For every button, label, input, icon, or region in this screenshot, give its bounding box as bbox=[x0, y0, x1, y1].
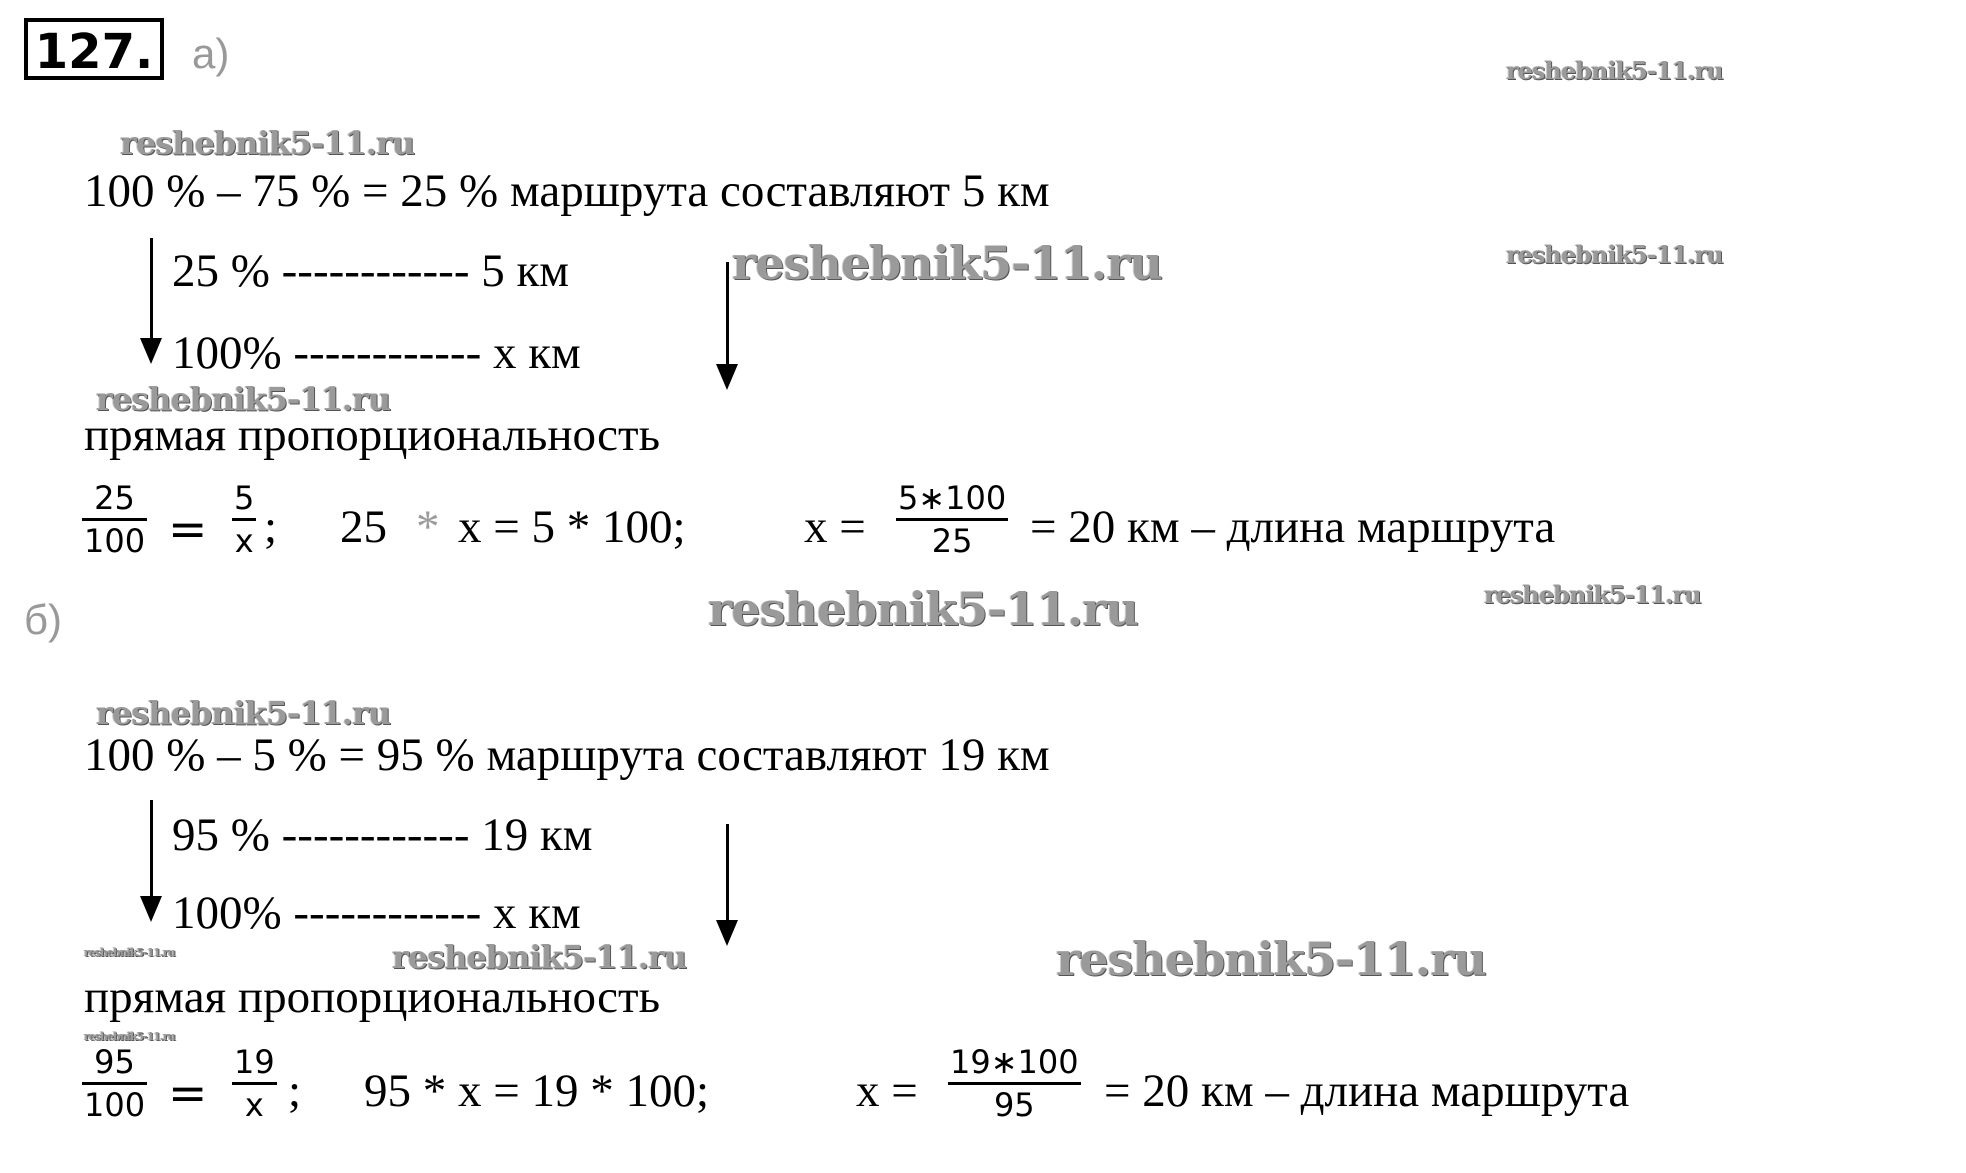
part-b-fraction-left bbox=[82, 1043, 147, 1124]
part-b-line1: 100 % – 5 % = 95 % маршрута составляют 19 км bbox=[84, 729, 1050, 781]
part-b-fraction-left-den: 100 bbox=[84, 1086, 146, 1124]
part-a-label: а) bbox=[192, 30, 230, 77]
part-b-row1: 95 % ------------ 19 км bbox=[172, 809, 593, 861]
part-a-product-left: 25 bbox=[340, 501, 387, 553]
part-b-x-equals: х = bbox=[856, 1065, 918, 1117]
part-a-fraction-right-num: 5 bbox=[234, 479, 255, 517]
problem-number-box bbox=[24, 18, 164, 80]
watermark: reshebnik5-11.ru bbox=[96, 380, 391, 418]
watermark: reshebnik5-11.ru bbox=[120, 124, 415, 162]
part-b-right-arrow-icon bbox=[716, 920, 738, 946]
part-b-fraction-right bbox=[232, 1043, 277, 1124]
part-b-result: = 20 км – длина маршрута bbox=[1104, 1065, 1630, 1117]
part-b-row2: 100% ------------ х км bbox=[172, 887, 581, 939]
part-b-left-arrow-line bbox=[150, 800, 153, 898]
watermark: reshebnik5-11.ru bbox=[1506, 56, 1723, 85]
part-a-semicolon: ; bbox=[264, 501, 278, 553]
part-b-equals: = bbox=[168, 1066, 208, 1121]
part-a-fraction-result-num: 5∗100 bbox=[898, 479, 1007, 517]
problem-number: 127. bbox=[34, 24, 154, 80]
part-b-product: 95 * х = 19 * 100; bbox=[364, 1065, 710, 1117]
part-a-relation: прямая пропорциональность bbox=[84, 409, 661, 461]
watermark: reshebnik5-11.ru bbox=[1506, 240, 1723, 269]
part-a-right-arrow-icon bbox=[716, 364, 738, 390]
part-a-product-rest: х = 5 * 100; bbox=[458, 501, 686, 553]
watermark: reshebnik5-11.ru bbox=[732, 236, 1162, 290]
part-a-fraction-left-den: 100 bbox=[84, 522, 146, 560]
part-a-fraction-right bbox=[232, 479, 256, 560]
part-a-row2: 100% ------------ х км bbox=[172, 327, 581, 379]
part-a-left-arrow-icon bbox=[140, 338, 162, 364]
part-b-semicolon: ; bbox=[288, 1065, 302, 1117]
part-b-fraction-right-num: 19 bbox=[234, 1043, 275, 1081]
part-a-fraction-result bbox=[896, 479, 1008, 560]
part-a-fraction-left bbox=[82, 479, 147, 560]
part-a-line1: 100 % – 75 % = 25 % маршрута составляют 5 км bbox=[84, 165, 1050, 217]
part-b-label: б) bbox=[24, 596, 63, 643]
part-a-x-equals: х = bbox=[804, 501, 866, 553]
part-b-fraction-right-den: х bbox=[244, 1086, 264, 1124]
part-b-right-arrow-line bbox=[726, 824, 729, 922]
part-a-equals: = bbox=[168, 502, 208, 557]
watermark: reshebnik5-11.ru bbox=[84, 946, 175, 959]
watermark: reshebnik5-11.ru bbox=[708, 582, 1138, 636]
part-a-result: = 20 км – длина маршрута bbox=[1030, 501, 1556, 553]
part-a-product-star: * bbox=[416, 501, 440, 553]
watermark: reshebnik5-11.ru bbox=[1484, 580, 1701, 609]
watermark: reshebnik5-11.ru bbox=[96, 694, 391, 732]
part-a-row1: 25 % ------------ 5 км bbox=[172, 245, 570, 297]
part-b-left-arrow-icon bbox=[140, 896, 162, 922]
watermark: reshebnik5-11.ru bbox=[392, 938, 687, 976]
part-a-right-arrow-line bbox=[726, 262, 729, 366]
part-b-fraction-result-num: 19∗100 bbox=[950, 1043, 1079, 1081]
part-b-fraction-result bbox=[948, 1043, 1081, 1124]
part-b-fraction-left-num: 95 bbox=[94, 1043, 135, 1081]
part-a-left-arrow-line bbox=[150, 238, 153, 340]
part-a-fraction-right-den: х bbox=[234, 522, 254, 560]
part-b-fraction-result-den: 95 bbox=[993, 1086, 1035, 1124]
part-b-relation: прямая пропорциональность bbox=[84, 971, 661, 1023]
watermark: reshebnik5-11.ru bbox=[1056, 932, 1486, 986]
part-a-fraction-result-den: 25 bbox=[931, 522, 973, 560]
watermark: reshebnik5-11.ru bbox=[84, 1030, 175, 1043]
part-a-fraction-left-num: 25 bbox=[94, 479, 135, 517]
